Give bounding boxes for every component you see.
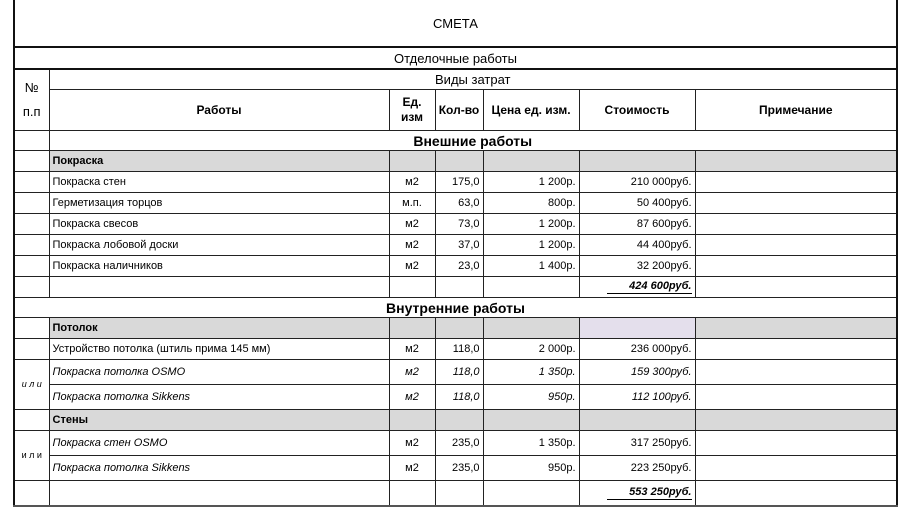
header-qty: Кол-во bbox=[435, 90, 483, 131]
price-cell: 950р. bbox=[483, 385, 579, 410]
num-cell bbox=[14, 172, 49, 193]
work-cell: Устройство потолка (штиль прима 145 мм) bbox=[49, 339, 389, 360]
table-row bbox=[14, 214, 897, 235]
empty-cell bbox=[483, 151, 579, 172]
total-value: 553 250руб. bbox=[607, 486, 691, 500]
price-cell: 950р. bbox=[483, 456, 579, 481]
qty-cell: 118,0 bbox=[435, 360, 483, 385]
table-row bbox=[14, 256, 897, 277]
empty-cell bbox=[49, 277, 389, 298]
price-cell: 1 200р. bbox=[483, 235, 579, 256]
num-cell bbox=[14, 318, 49, 339]
num-cell bbox=[14, 256, 49, 277]
empty-cell bbox=[695, 151, 897, 172]
unit-cell: м2 bbox=[389, 339, 435, 360]
unit-cell: м2 bbox=[389, 256, 435, 277]
empty-cell bbox=[389, 410, 435, 431]
note-cell bbox=[695, 431, 897, 456]
cost-cell: 44 400руб. bbox=[579, 235, 695, 256]
cost-cell: 50 400руб. bbox=[579, 193, 695, 214]
header-cost: Стоимость bbox=[579, 90, 695, 131]
empty-cell bbox=[695, 318, 897, 339]
num-cell bbox=[14, 235, 49, 256]
total-cost-internal bbox=[579, 481, 695, 507]
table-row bbox=[14, 235, 897, 256]
work-cell: Покраска лобовой доски bbox=[49, 235, 389, 256]
qty-cell: 118,0 bbox=[435, 385, 483, 410]
work-cell: Покраска потолка Sikkens bbox=[49, 385, 389, 410]
table-row bbox=[14, 431, 897, 456]
unit-cell: м2 bbox=[389, 360, 435, 385]
num-cell bbox=[14, 410, 49, 431]
price-cell: 1 350р. bbox=[483, 360, 579, 385]
price-cell: 2 000р. bbox=[483, 339, 579, 360]
estimate-table bbox=[13, 0, 898, 507]
price-cell: 800р. bbox=[483, 193, 579, 214]
num-cell bbox=[14, 481, 49, 507]
num-cell bbox=[14, 193, 49, 214]
work-cell: Герметизация торцов bbox=[49, 193, 389, 214]
cost-cell: 210 000руб. bbox=[579, 172, 695, 193]
price-cell: 1 200р. bbox=[483, 214, 579, 235]
empty-cell bbox=[579, 318, 695, 339]
table-row bbox=[14, 193, 897, 214]
unit-cell: м.п. bbox=[389, 193, 435, 214]
note-cell bbox=[695, 360, 897, 385]
group-title-internal: Внутренние работы bbox=[14, 298, 897, 318]
qty-cell: 73,0 bbox=[435, 214, 483, 235]
num-cell bbox=[14, 277, 49, 298]
note-cell bbox=[695, 235, 897, 256]
note-cell bbox=[695, 172, 897, 193]
unit-cell: м2 bbox=[389, 385, 435, 410]
header-unit: Ед. изм bbox=[389, 90, 435, 131]
qty-cell: 175,0 bbox=[435, 172, 483, 193]
estimate-sheet bbox=[13, 0, 896, 507]
total-cost-external bbox=[579, 277, 695, 298]
empty-cell bbox=[579, 410, 695, 431]
num-cell bbox=[14, 131, 49, 151]
empty-cell bbox=[483, 277, 579, 298]
total-row bbox=[14, 481, 897, 507]
total-row bbox=[14, 277, 897, 298]
table-row bbox=[14, 339, 897, 360]
estimate-title: СМЕТА bbox=[14, 0, 897, 47]
group-title-external: Внешние работы bbox=[49, 131, 897, 151]
subgroup-title: Стены bbox=[49, 410, 389, 431]
price-cell: 1 350р. bbox=[483, 431, 579, 456]
work-cell: Покраска наличников bbox=[49, 256, 389, 277]
qty-cell: 37,0 bbox=[435, 235, 483, 256]
header-work: Работы bbox=[49, 90, 389, 131]
qty-cell: 23,0 bbox=[435, 256, 483, 277]
qty-cell: 235,0 bbox=[435, 431, 483, 456]
cost-cell: 223 250руб. bbox=[579, 456, 695, 481]
num-cell bbox=[14, 151, 49, 172]
table-row bbox=[14, 456, 897, 481]
empty-cell bbox=[389, 318, 435, 339]
empty-cell bbox=[483, 318, 579, 339]
cost-cell: 32 200руб. bbox=[579, 256, 695, 277]
note-cell bbox=[695, 256, 897, 277]
unit-cell: м2 bbox=[389, 172, 435, 193]
cost-cell: 236 000руб. bbox=[579, 339, 695, 360]
cost-cell: 317 250руб. bbox=[579, 431, 695, 456]
alternative-marker: и л и bbox=[14, 360, 49, 410]
cost-cell: 159 300руб. bbox=[579, 360, 695, 385]
header-note: Примечание bbox=[695, 90, 897, 131]
table-row bbox=[14, 360, 897, 385]
empty-cell bbox=[435, 277, 483, 298]
header-price: Цена ед. изм. bbox=[483, 90, 579, 131]
empty-cell bbox=[389, 277, 435, 298]
subgroup-title: Потолок bbox=[49, 318, 389, 339]
num-cell bbox=[14, 339, 49, 360]
empty-cell bbox=[435, 151, 483, 172]
unit-cell: м2 bbox=[389, 214, 435, 235]
alternative-marker: и л и bbox=[14, 431, 49, 481]
empty-cell bbox=[695, 410, 897, 431]
table-row bbox=[14, 172, 897, 193]
empty-cell bbox=[389, 481, 435, 507]
qty-cell: 235,0 bbox=[435, 456, 483, 481]
header-num: № п.п bbox=[14, 69, 49, 131]
note-cell bbox=[695, 277, 897, 298]
note-cell bbox=[695, 214, 897, 235]
work-cell: Покраска стен bbox=[49, 172, 389, 193]
note-cell bbox=[695, 385, 897, 410]
subgroup-title: Покраска bbox=[49, 151, 389, 172]
note-cell bbox=[695, 193, 897, 214]
work-cell: Покраска потолка Sikkens bbox=[49, 456, 389, 481]
cost-types-header: Виды затрат bbox=[49, 69, 897, 90]
work-cell: Покраска свесов bbox=[49, 214, 389, 235]
price-cell: 1 200р. bbox=[483, 172, 579, 193]
note-cell bbox=[695, 456, 897, 481]
unit-cell: м2 bbox=[389, 235, 435, 256]
cost-cell: 87 600руб. bbox=[579, 214, 695, 235]
table-row bbox=[14, 385, 897, 410]
unit-cell: м2 bbox=[389, 456, 435, 481]
empty-cell bbox=[435, 318, 483, 339]
price-cell: 1 400р. bbox=[483, 256, 579, 277]
empty-cell bbox=[483, 410, 579, 431]
empty-cell bbox=[435, 410, 483, 431]
work-cell: Покраска стен OSMO bbox=[49, 431, 389, 456]
total-value: 424 600руб. bbox=[607, 280, 691, 294]
qty-cell: 63,0 bbox=[435, 193, 483, 214]
cost-cell: 112 100руб. bbox=[579, 385, 695, 410]
empty-cell bbox=[49, 481, 389, 507]
empty-cell bbox=[435, 481, 483, 507]
empty-cell bbox=[579, 151, 695, 172]
note-cell bbox=[695, 339, 897, 360]
work-cell: Покраска потолка OSMO bbox=[49, 360, 389, 385]
section-title: Отделочные работы bbox=[14, 47, 897, 69]
note-cell bbox=[695, 481, 897, 507]
num-cell bbox=[14, 214, 49, 235]
empty-cell bbox=[389, 151, 435, 172]
unit-cell: м2 bbox=[389, 431, 435, 456]
empty-cell bbox=[483, 481, 579, 507]
qty-cell: 118,0 bbox=[435, 339, 483, 360]
